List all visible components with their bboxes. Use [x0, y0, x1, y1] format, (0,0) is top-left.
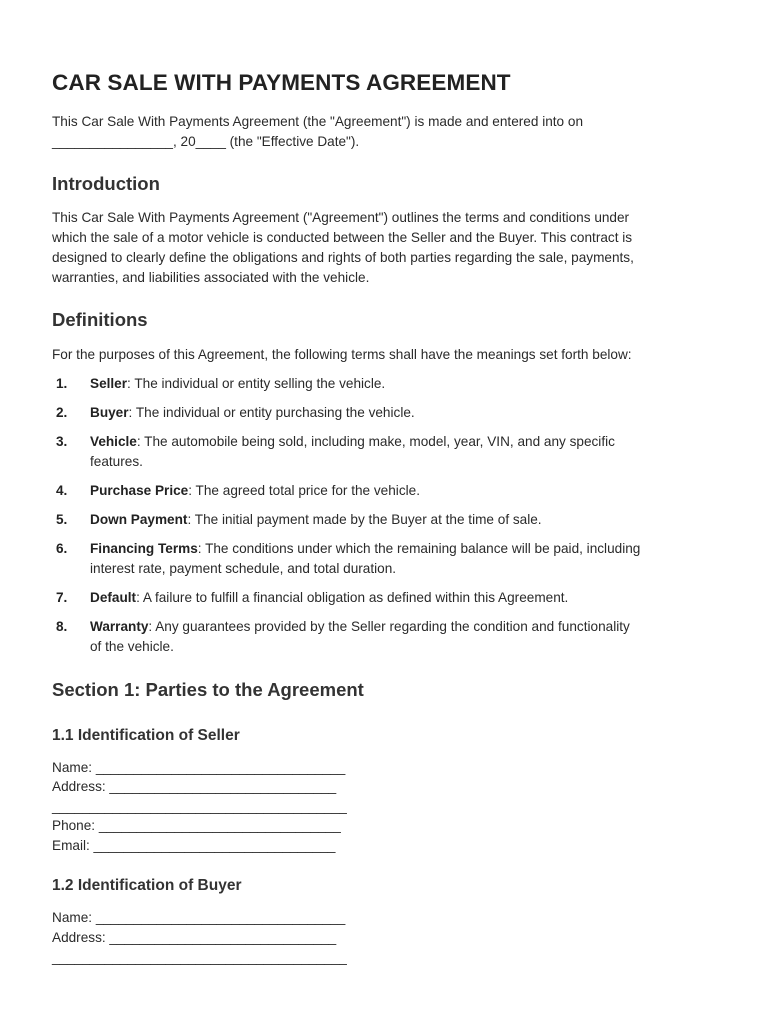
definition-text-continued: features.: [90, 454, 143, 469]
intro-line: ________________, 20____ (the "Effective Date").: [52, 134, 360, 149]
definition-term: Buyer: [90, 405, 129, 420]
introduction-line: warranties, and liabilities associated with the vehicle.: [52, 270, 370, 285]
definition-term: Purchase Price: [90, 483, 189, 498]
definition-term: Vehicle: [90, 434, 137, 449]
list-number: 5.: [56, 512, 68, 527]
definition-term: Warranty: [90, 619, 149, 634]
definition-text: : Any guarantees provided by the Seller regarding the condition and functionality: [148, 619, 630, 634]
definition-item: [52, 403, 718, 423]
definition-text-continued: interest rate, payment schedule, and total duration.: [90, 561, 397, 576]
introduction-line: This Car Sale With Payments Agreement ("Agreement") outlines the terms and conditions under: [52, 210, 630, 225]
definition-item: [52, 539, 718, 579]
definition-item: [52, 588, 718, 608]
seller-heading: 1.1 Identification of Seller: [52, 727, 240, 744]
buyer-address-field[interactable]: Address: ______________________________: [52, 930, 337, 945]
list-number: 2.: [56, 405, 68, 420]
list-number: 1.: [56, 376, 68, 391]
buyer-name-field[interactable]: Name: _________________________________: [52, 910, 346, 925]
seller-name-field[interactable]: Name: _________________________________: [52, 760, 346, 775]
list-number: 8.: [56, 619, 68, 634]
definition-text: : A failure to fulfill a financial obligation as defined within this Agreement.: [136, 590, 569, 605]
definition-item: [52, 374, 718, 394]
list-number: 6.: [56, 541, 68, 556]
definition-text: : The agreed total price for the vehicle.: [188, 483, 420, 498]
definition-term: Default: [90, 590, 137, 605]
definition-text: : The automobile being sold, including make, model, year, VIN, and any specific: [136, 434, 615, 449]
definition-item: [52, 481, 718, 501]
introduction-paragraph: [52, 208, 718, 288]
introduction-heading: Introduction: [52, 173, 160, 194]
list-number: 4.: [56, 483, 68, 498]
definitions-heading: Definitions: [52, 309, 148, 330]
definition-text: : The initial payment made by the Buyer at the time of sale.: [187, 512, 542, 527]
definition-item: [52, 432, 718, 472]
buyer-address-line2-field[interactable]: _______________________________________: [52, 950, 347, 965]
definition-term: Down Payment: [90, 512, 188, 527]
seller-phone-field[interactable]: Phone: ________________________________: [52, 818, 341, 833]
definitions-lead: For the purposes of this Agreement, the following terms shall have the meanings set forth below:: [52, 347, 632, 362]
seller-address-field[interactable]: Address: ______________________________: [52, 779, 337, 794]
definition-term: Seller: [90, 376, 128, 391]
definition-item: [52, 510, 718, 530]
intro-line: This Car Sale With Payments Agreement (the "Agreement") is made and entered into on: [52, 114, 584, 129]
definition-text: : The individual or entity selling the vehicle.: [127, 376, 386, 391]
list-number: 3.: [56, 434, 68, 449]
definition-term: Financing Terms: [90, 541, 198, 556]
introduction-line: designed to clearly define the obligations and rights of both parties regarding the sale, payments,: [52, 250, 634, 265]
seller-email-field[interactable]: Email: ________________________________: [52, 838, 336, 853]
definition-text: : The conditions under which the remaining balance will be paid, including: [197, 541, 641, 556]
section1-heading: Section 1: Parties to the Agreement: [52, 679, 364, 700]
definition-text-continued: of the vehicle.: [90, 639, 174, 654]
document-title: CAR SALE WITH PAYMENTS AGREEMENT: [52, 70, 511, 95]
intro-paragraph: [52, 112, 718, 152]
seller-address-line2-field[interactable]: _______________________________________: [52, 799, 347, 814]
buyer-heading: 1.2 Identification of Buyer: [52, 877, 242, 894]
introduction-line: which the sale of a motor vehicle is conducted between the Seller and the Buyer. This contract is: [52, 230, 633, 245]
list-number: 7.: [56, 590, 68, 605]
definition-item: [52, 617, 718, 657]
definition-text: : The individual or entity purchasing the vehicle.: [128, 405, 415, 420]
